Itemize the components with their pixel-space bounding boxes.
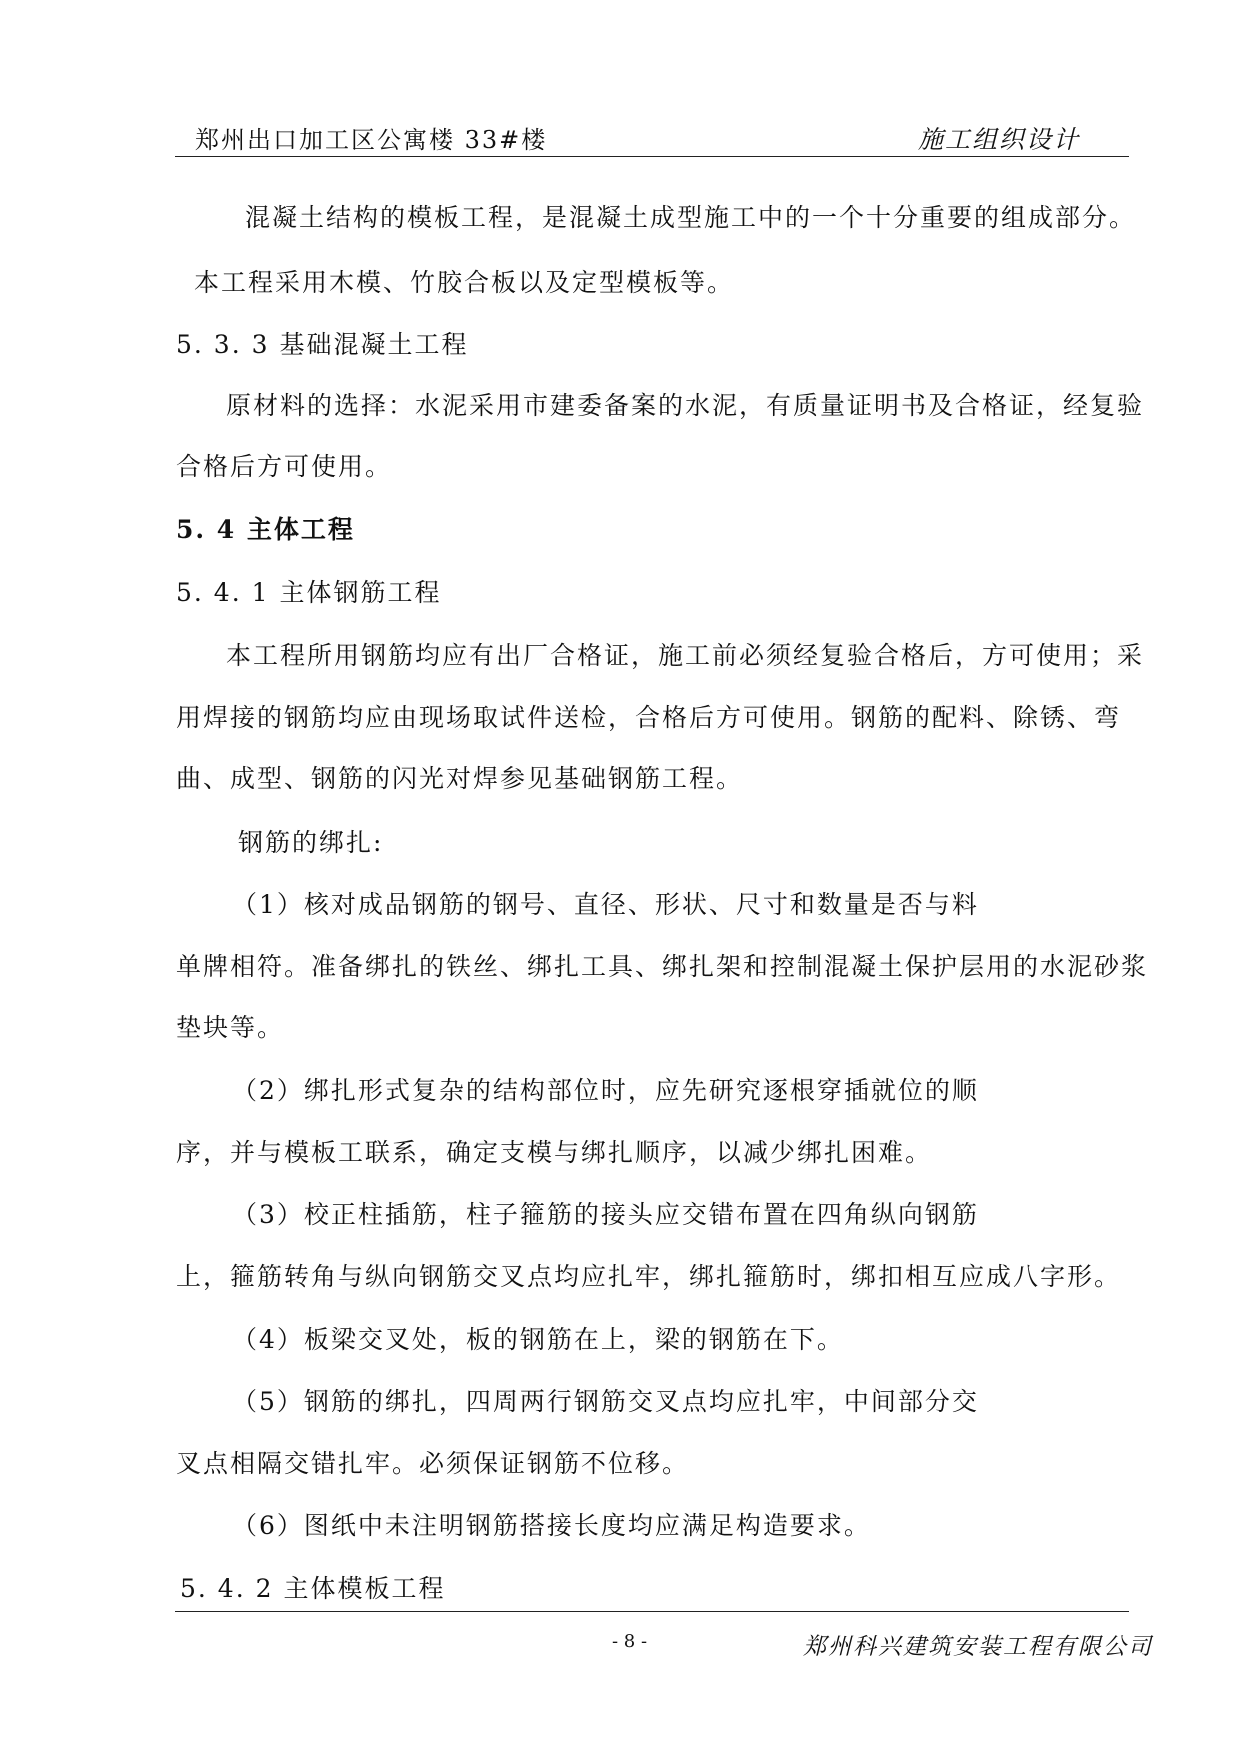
list-item: （3）校正柱插筋，柱子箍筋的接头应交错布置在四角纵向钢筋 bbox=[232, 1200, 979, 1229]
paragraph-line: 用焊接的钢筋均应由现场取试件送检，合格后方可使用。钢筋的配料、除锈、弯 bbox=[176, 703, 1122, 732]
list-item: （5）钢筋的绑扎，四周两行钢筋交叉点均应扎牢，中间部分交 bbox=[232, 1387, 979, 1416]
paragraph-line: 本工程采用木模、竹胶合板以及定型模板等。 bbox=[194, 268, 735, 297]
list-item-continuation: 单牌相符。准备绑扎的铁丝、绑扎工具、绑扎架和控制混凝土保护层用的水泥砂浆 bbox=[176, 952, 1149, 981]
section-heading: 5. 4. 2 主体模板工程 bbox=[180, 1574, 446, 1603]
list-item: （1）核对成品钢筋的钢号、直径、形状、尺寸和数量是否与料 bbox=[232, 890, 979, 919]
paragraph-line: 本工程所用钢筋均应有出厂合格证，施工前必须经复验合格后，方可使用；采 bbox=[226, 641, 1145, 670]
paragraph-line: 原材料的选择：水泥采用市建委备案的水泥，有质量证明书及合格证，经复验 bbox=[226, 391, 1145, 420]
section-heading: 5. 3. 3 基础混凝土工程 bbox=[176, 330, 469, 359]
subheading: 钢筋的绑扎: bbox=[238, 828, 384, 857]
header-document-type: 施工组织设计 bbox=[918, 125, 1081, 154]
page-number: - 8 - bbox=[612, 1631, 648, 1652]
list-item-continuation: 上，箍筋转角与纵向钢筋交叉点均应扎牢，绑扎箍筋时，绑扣相互应成八字形。 bbox=[176, 1262, 1122, 1291]
footer-rule bbox=[175, 1611, 1129, 1612]
footer-company-name: 郑州科兴建筑安装工程有限公司 bbox=[803, 1634, 1153, 1660]
list-item: （2）绑扎形式复杂的结构部位时，应先研究逐根穿插就位的顺 bbox=[232, 1076, 979, 1105]
list-item: （4）板梁交叉处，板的钢筋在上，梁的钢筋在下。 bbox=[232, 1325, 844, 1354]
paragraph-line: 曲、成型、钢筋的闪光对焊参见基础钢筋工程。 bbox=[176, 764, 744, 793]
chapter-heading: 5. 4 主体工程 bbox=[176, 515, 355, 544]
header-rule bbox=[175, 156, 1129, 157]
list-item-continuation: 叉点相隔交错扎牢。必须保证钢筋不位移。 bbox=[176, 1449, 690, 1478]
section-heading: 5. 4. 1 主体钢筋工程 bbox=[176, 578, 442, 607]
list-item-continuation: 垫块等。 bbox=[176, 1013, 285, 1042]
header-project-title: 郑州出口加工区公寓楼 33#楼 bbox=[195, 126, 548, 154]
list-item-continuation: 序，并与模板工联系，确定支模与绑扎顺序，以减少绑扎困难。 bbox=[176, 1138, 933, 1167]
list-item: （6）图纸中未注明钢筋搭接长度均应满足构造要求。 bbox=[232, 1511, 871, 1540]
paragraph-line: 混凝土结构的模板工程，是混凝土成型施工中的一个十分重要的组成部分。 bbox=[245, 203, 1137, 232]
paragraph-line: 合格后方可使用。 bbox=[176, 452, 393, 481]
